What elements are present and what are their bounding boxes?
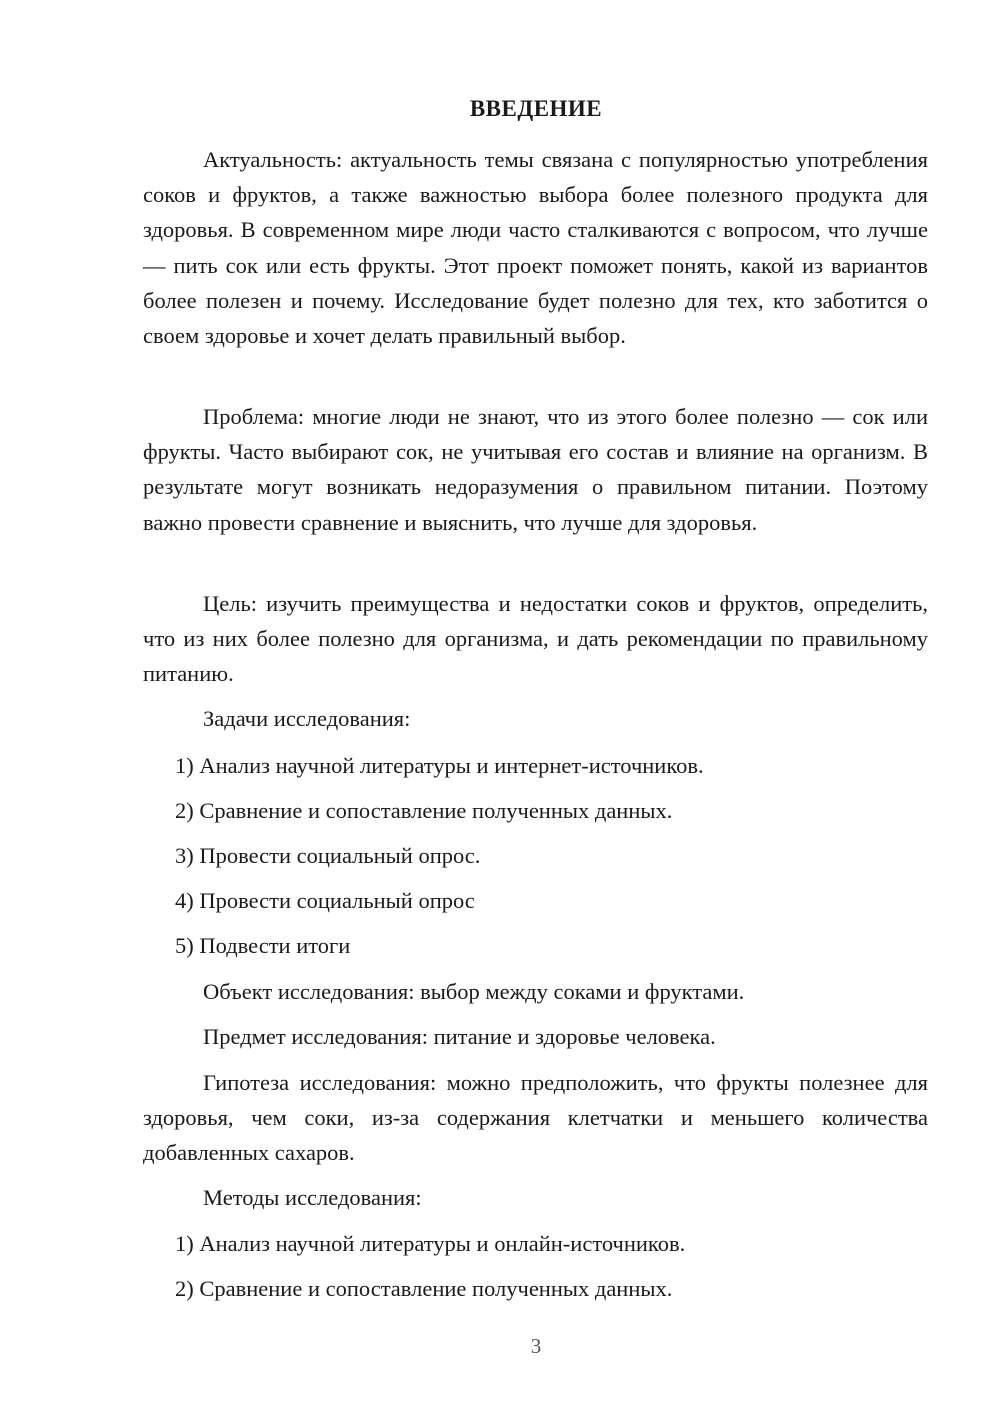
subject-line: Предмет исследования: питание и здоровье человека. <box>203 1024 716 1049</box>
task-item-5: 5) Подвести итоги <box>175 933 351 958</box>
problem-paragraph: Проблема: многие люди не знают, что из этого более полезно — сок или фрукты. Часто выбирают сок, не учитывая его состав и влияние на организм. В результате могут возникать недоразумения о правильном питании. Поэтому важно провести сравнение и выяснить, что лучше для здоровья. <box>143 404 928 535</box>
task-item-4: 4) Провести социальный опрос <box>175 888 475 913</box>
methods-title: Методы исследования: <box>203 1185 422 1210</box>
method-item-2: 2) Сравнение и сопоставление полученных данных. <box>175 1276 673 1301</box>
task-item-2: 2) Сравнение и сопоставление полученных данных. <box>175 798 673 823</box>
method-item-1: 1) Анализ научной литературы и онлайн-источников. <box>175 1231 686 1256</box>
object-line: Объект исследования: выбор между соками и фруктами. <box>203 979 745 1004</box>
section-heading: ВВЕДЕНИЕ <box>469 96 603 121</box>
tasks-title: Задачи исследования: <box>203 706 411 731</box>
task-item-3: 3) Провести социальный опрос. <box>175 843 481 868</box>
goal-paragraph: Цель: изучить преимущества и недостатки соков и фруктов, определить, что из них более полезно для организма, и дать рекомендации по правильному питанию. <box>143 591 928 687</box>
task-item-1: 1) Анализ научной литературы и интернет-источников. <box>175 753 704 778</box>
hypothesis-paragraph: Гипотеза исследования: можно предположить, что фрукты полезнее для здоровья, чем соки, из-за содержания клетчатки и меньшего количества добавленных сахаров. <box>143 1070 928 1166</box>
page-number: 3 <box>530 1334 542 1358</box>
relevance-paragraph: Актуальность: актуальность темы связана с популярностью употребления соков и фруктов, а также важностью выбора более полезного продукта для здоровья. В современном мире люди часто сталкиваются с вопросом, что лучше — пить сок или есть фрукты. Этот проект поможет понять, какой из вариантов более полезен и почему. Исследование будет полезно для тех, кто заботится о своем здоровье и хочет делать правильный выбор. <box>143 147 928 349</box>
